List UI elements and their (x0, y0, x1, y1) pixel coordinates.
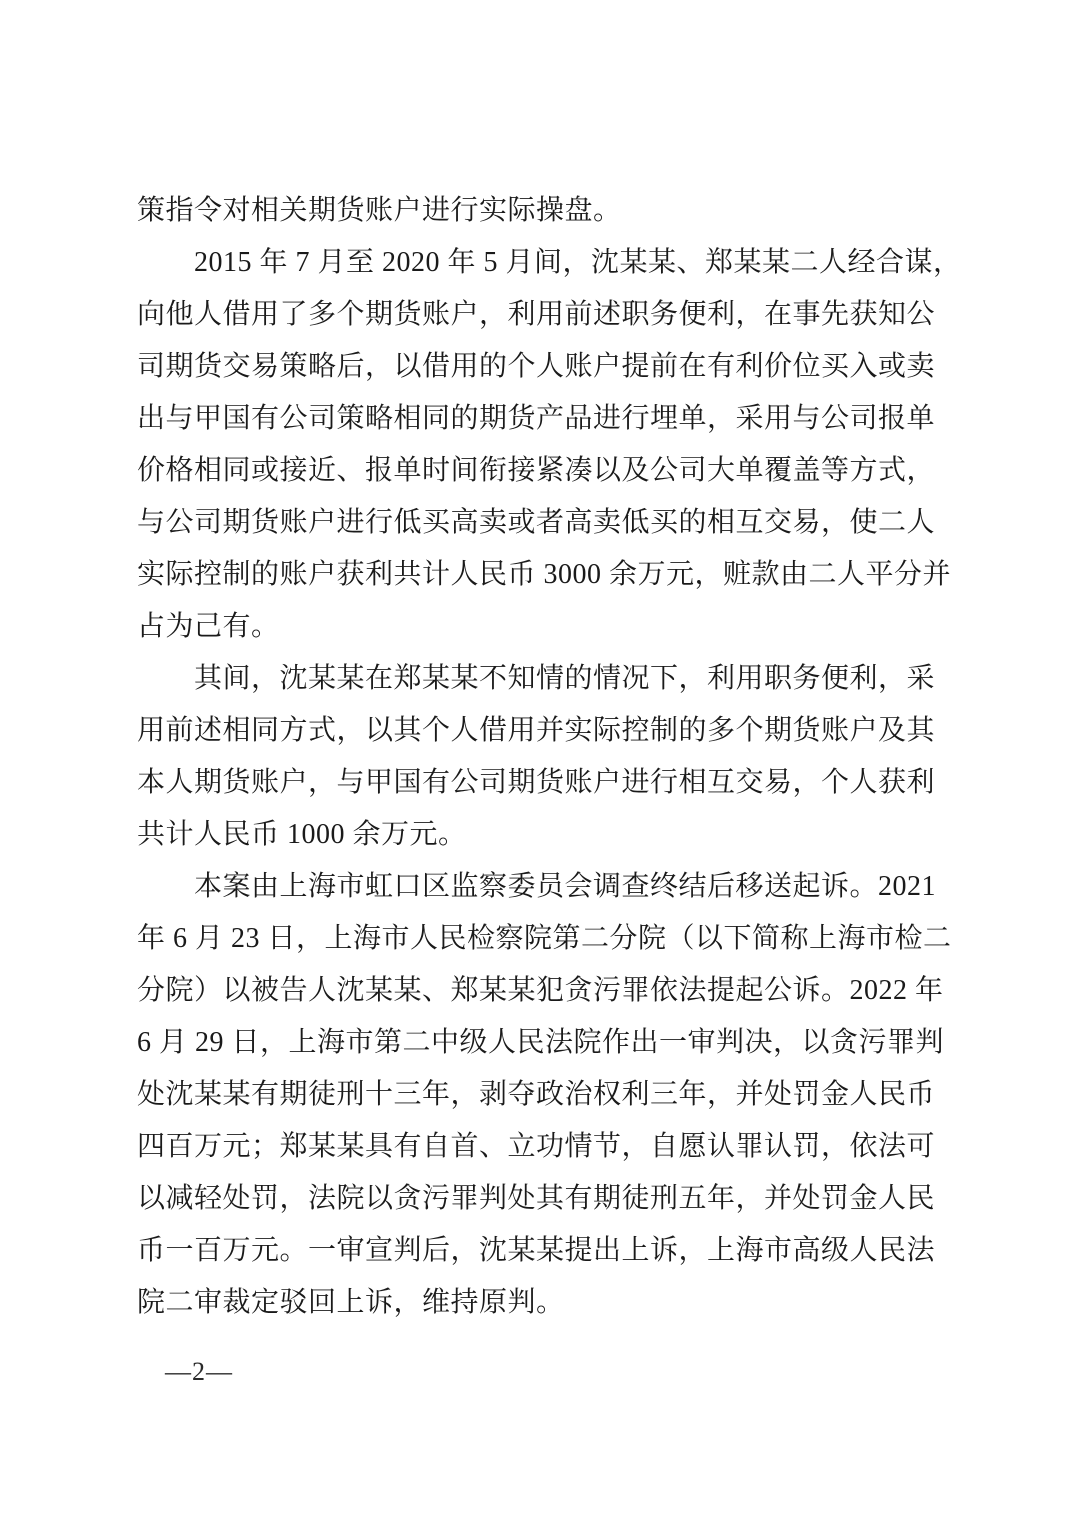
text-line: 向他人借用了多个期货账户，利用前述职务便利，在事先获知公 (137, 299, 936, 330)
text-line: 策指令对相关期货账户进行实际操盘。 (137, 195, 622, 226)
text-line: 实际控制的账户获利共计人民币 3000 余万元，赃款由二人平分并 (137, 559, 952, 590)
text-line: 本案由上海市虹口区监察委员会调查终结后移送起诉。2021 (194, 871, 937, 902)
document-body (137, 185, 962, 1329)
text-line: 司期货交易策略后，以借用的个人账户提前在有利价位买入或卖 (137, 351, 936, 382)
text-line: 价格相同或接近、报单时间衔接紧凑以及公司大单覆盖等方式， (137, 455, 936, 486)
text-line: 四百万元；郑某某具有自首、立功情节，自愿认罪认罚，依法可 (137, 1131, 936, 1162)
text-line: 用前述相同方式，以其个人借用并实际控制的多个期货账户及其 (137, 715, 936, 746)
text-line: 院二审裁定驳回上诉，维持原判。 (137, 1287, 565, 1318)
text-line: 2015 年 7 月至 2020 年 5 月间，沈某某、郑某某二人经合谋， (194, 247, 962, 278)
text-line: 与公司期货账户进行低买高卖或者高卖低买的相互交易，使二人 (137, 507, 936, 538)
text-line: 共计人民币 1000 余万元。 (137, 819, 467, 850)
text-line: 占为己有。 (137, 611, 280, 642)
page-number: —2— (165, 1357, 233, 1386)
text-line: 以减轻处罚，法院以贪污罪判处其有期徒刑五年，并处罚金人民 (137, 1183, 936, 1214)
text-line: 分院）以被告人沈某某、郑某某犯贪污罪依法提起公诉。2022 年 (137, 975, 944, 1006)
text-line: 出与甲国有公司策略相同的期货产品进行埋单，采用与公司报单 (137, 403, 936, 434)
text-line: 本人期货账户，与甲国有公司期货账户进行相互交易，个人获利 (137, 767, 936, 798)
text-line: 6 月 29 日，上海市第二中级人民法院作出一审判决，以贪污罪判 (137, 1027, 945, 1058)
text-line: 币一百万元。一审宣判后，沈某某提出上诉，上海市高级人民法 (137, 1235, 936, 1266)
text-line: 年 6 月 23 日，上海市人民检察院第二分院（以下简称上海市检二 (137, 923, 952, 954)
text-line: 处沈某某有期徒刑十三年，剥夺政治权利三年，并处罚金人民币 (137, 1079, 936, 1110)
text-line: 其间，沈某某在郑某某不知情的情况下，利用职务便利，采 (194, 663, 936, 694)
